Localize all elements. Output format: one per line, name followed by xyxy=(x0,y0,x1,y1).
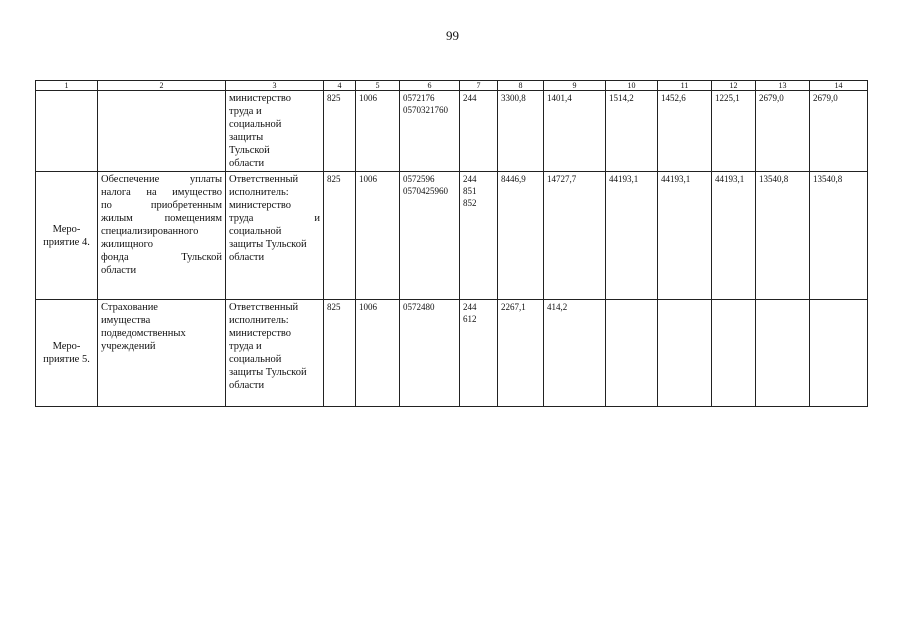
executor-cell: Ответственный исполнитель: министерство труда и социальной защиты Тульской области xyxy=(226,172,324,300)
description-cell xyxy=(98,91,226,172)
measure-label-cell xyxy=(36,91,98,172)
grbs-code-cell: 825 xyxy=(324,91,356,172)
section-code-cell: 1006 xyxy=(356,91,400,172)
description-cell: Обеспечение уплаты налога на имущество по приобретенным жилым помещениям специализированного жилищного фонда Тульской области xyxy=(98,172,226,300)
value-cell: 2679,0 xyxy=(756,91,810,172)
executor-cell: Ответственный исполнитель: министерство труда и социальной защиты Тульской области xyxy=(226,300,324,407)
col-header: 10 xyxy=(606,81,658,91)
target-article-cell: 0572480 xyxy=(400,300,460,407)
value-cell xyxy=(606,300,658,407)
budget-table xyxy=(35,80,868,407)
col-header: 6 xyxy=(400,81,460,91)
col-header: 1 xyxy=(36,81,98,91)
value-cell: 44193,1 xyxy=(658,172,712,300)
col-header: 9 xyxy=(544,81,606,91)
value-cell: 1514,2 xyxy=(606,91,658,172)
value-cell: 1401,4 xyxy=(544,91,606,172)
value-cell: 2679,0 xyxy=(810,91,868,172)
value-cell: 13540,8 xyxy=(810,172,868,300)
value-cell xyxy=(658,300,712,407)
target-article-cell: 0572176 0570321760 xyxy=(400,91,460,172)
expense-type-cell: 244 xyxy=(460,91,498,172)
expense-type-cell: 244 612 xyxy=(460,300,498,407)
measure-label-cell: Меро- приятие 5. xyxy=(36,300,98,407)
col-header: 8 xyxy=(498,81,544,91)
section-code-cell: 1006 xyxy=(356,172,400,300)
value-cell: 3300,8 xyxy=(498,91,544,172)
col-header: 11 xyxy=(658,81,712,91)
page-number: 99 xyxy=(446,28,459,43)
value-cell xyxy=(756,300,810,407)
value-cell: 1452,6 xyxy=(658,91,712,172)
expense-type-cell: 244 851 852 xyxy=(460,172,498,300)
value-cell: 44193,1 xyxy=(606,172,658,300)
value-cell: 414,2 xyxy=(544,300,606,407)
col-header: 5 xyxy=(356,81,400,91)
value-cell: 1225,1 xyxy=(712,91,756,172)
grbs-code-cell: 825 xyxy=(324,172,356,300)
value-cell: 13540,8 xyxy=(756,172,810,300)
value-cell xyxy=(712,300,756,407)
measure-label-cell: Меро- приятие 4. xyxy=(36,172,98,300)
value-cell: 2267,1 xyxy=(498,300,544,407)
column-number-row xyxy=(36,81,868,91)
value-cell: 44193,1 xyxy=(712,172,756,300)
col-header: 14 xyxy=(810,81,868,91)
col-header: 12 xyxy=(712,81,756,91)
description-cell: Страхование имущества подведомственных учреждений xyxy=(98,300,226,407)
col-header: 7 xyxy=(460,81,498,91)
col-header: 2 xyxy=(98,81,226,91)
target-article-cell: 0572596 0570425960 xyxy=(400,172,460,300)
col-header: 13 xyxy=(756,81,810,91)
table-row xyxy=(36,300,868,407)
section-code-cell: 1006 xyxy=(356,300,400,407)
value-cell xyxy=(810,300,868,407)
executor-cell: министерство труда и социальной защиты Тульской области xyxy=(226,91,324,172)
grbs-code-cell: 825 xyxy=(324,300,356,407)
col-header: 3 xyxy=(226,81,324,91)
value-cell: 8446,9 xyxy=(498,172,544,300)
table-row xyxy=(36,172,868,300)
value-cell: 14727,7 xyxy=(544,172,606,300)
table-row xyxy=(36,91,868,172)
col-header: 4 xyxy=(324,81,356,91)
